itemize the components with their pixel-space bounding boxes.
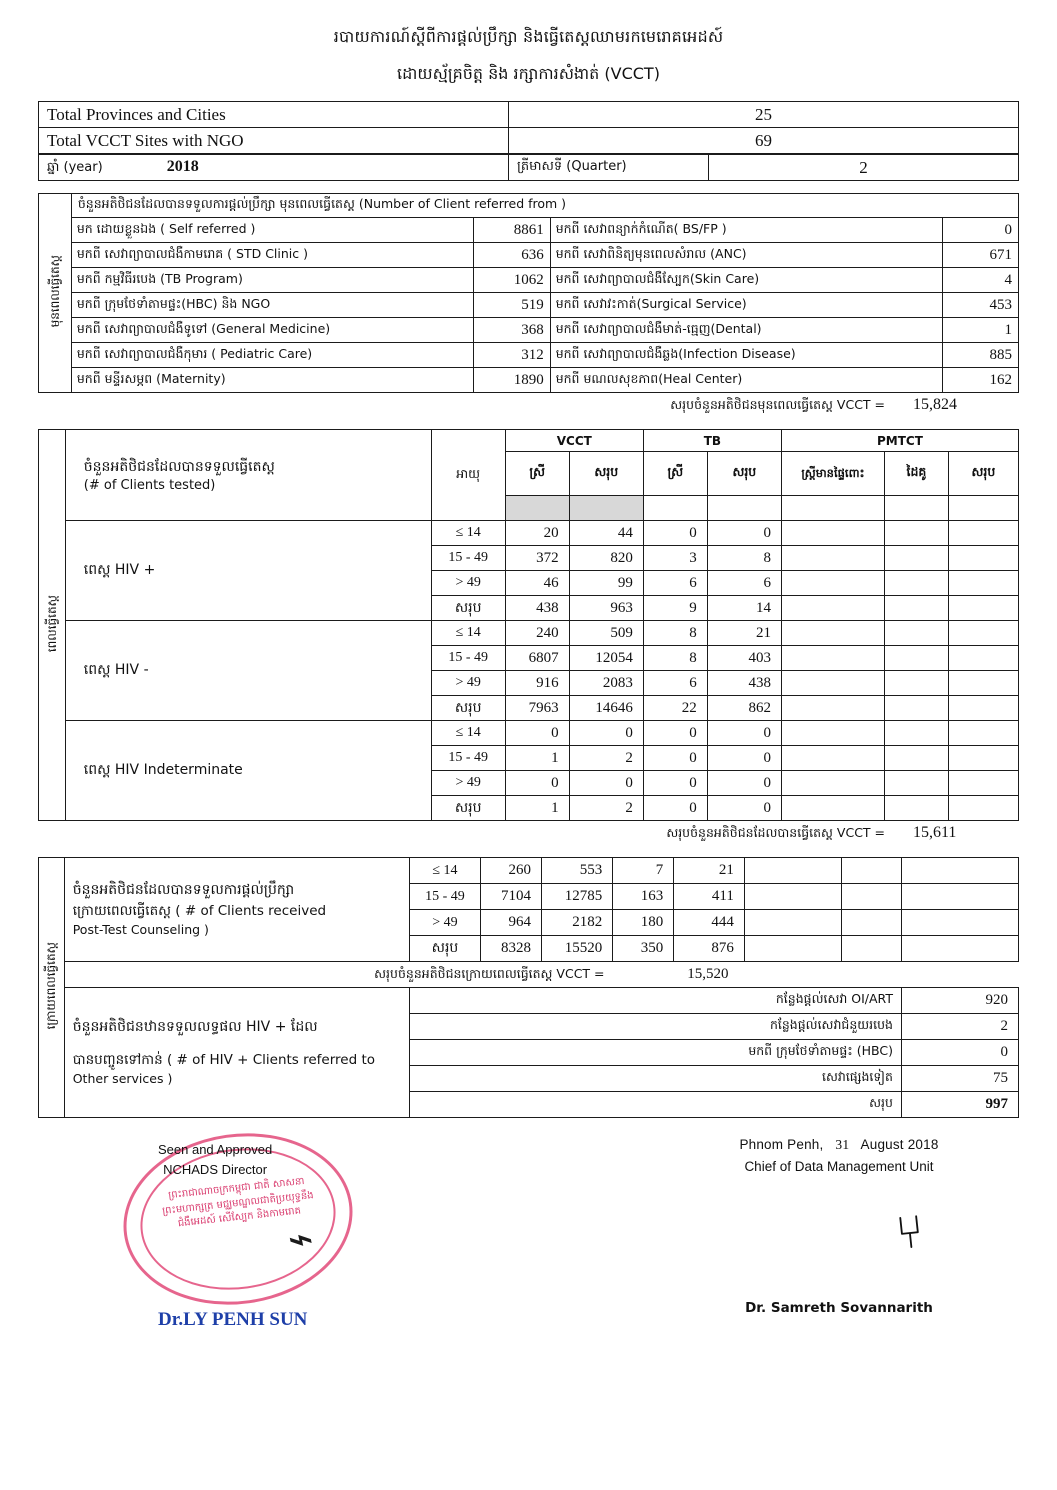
cell-pmtct-total: [948, 771, 1018, 796]
age-group: > 49: [431, 571, 505, 596]
cell-pmtct-partner: [841, 884, 901, 910]
cell-vcct-female: 240: [505, 621, 569, 646]
cell-pmtct-pregnant: [744, 884, 841, 910]
signed-month-year: August 2018: [860, 1137, 939, 1152]
post-test-total-label: សរុបចំនួនអតិថិជនក្រោយពេលធ្វើតេស្ត VCCT =: [374, 965, 605, 981]
cell-tb-total: 0: [707, 771, 781, 796]
cell-pmtct-partner: [884, 571, 948, 596]
table-row: [39, 194, 1019, 218]
cell-pmtct-total: [948, 621, 1018, 646]
cell-vcct-total: 0: [569, 721, 643, 746]
signatory-title: Chief of Data Management Unit: [744, 1158, 934, 1174]
referral-source-value: 671: [942, 243, 1018, 268]
cell-tb-total: 403: [707, 646, 781, 671]
cell-pmtct-total: [948, 671, 1018, 696]
referral-source-label: មក ដោយខ្លួនឯង ( Self referred ): [71, 218, 474, 243]
cell-tb-total: 876: [674, 936, 745, 962]
table-row: [39, 721, 1019, 746]
col-vcct-total: សរុប: [569, 452, 643, 496]
result-label-hiv-positive: ពេស្ត HIV +: [65, 521, 431, 621]
post-test-title-line1: ចំនួនអតិថិជនដែលបានទទួលការផ្ដល់ប្រឹក្សា: [72, 881, 295, 898]
cell-tb-total: 21: [674, 858, 745, 884]
cell-tb-female: 8: [643, 621, 707, 646]
age-group: > 49: [431, 671, 505, 696]
referred-from-total: [38, 393, 1019, 417]
table-row: [39, 293, 1019, 318]
referred-out-total-value: 997: [901, 1092, 1018, 1118]
age-group: 15 - 49: [431, 746, 505, 771]
table-row: [39, 343, 1019, 368]
cell-vcct-total: 2: [569, 796, 643, 821]
referral-source-value: 519: [474, 293, 550, 318]
cell-vcct-female: 46: [505, 571, 569, 596]
post-test-title-line3: Post-Test Counseling ): [72, 921, 209, 937]
cell-tb-total: 21: [707, 621, 781, 646]
col-tb-total: សរុប: [707, 452, 781, 496]
tested-title-line1: ចំនួនអតិថិជនដែលបានទទួលធ្វើតេស្ត: [83, 459, 275, 475]
cell-tb-female: 7: [613, 858, 674, 884]
referral-source-label: មកពី សេវាពិនិត្យមុនពេលសំរាល (ANC): [550, 243, 942, 268]
cell-tb-female: 163: [613, 884, 674, 910]
age-group: ≤ 14: [431, 621, 505, 646]
cell-pmtct-pregnant: [744, 936, 841, 962]
report-page: [0, 26, 1057, 1490]
cell-pmtct-partner: [884, 696, 948, 721]
summary-block: [38, 101, 1019, 181]
total-sites-value: 69: [509, 128, 1019, 154]
cell-pmtct-pregnant: [781, 771, 884, 796]
cell-pmtct-partner: [884, 721, 948, 746]
cell-pmtct-total: [948, 646, 1018, 671]
cell-tb-female: 180: [613, 910, 674, 936]
cell-pmtct-pregnant: [781, 696, 884, 721]
referred-from-title: ចំនួនអតិថិជនដែលបានទទួលការផ្ដល់ប្រឹក្សា មុនពេលធ្វើតេស្ត (Number of Client referred from ): [71, 194, 1018, 218]
cell-pmtct-total: [948, 546, 1018, 571]
chief-signature-mark: ⑂: [893, 1205, 927, 1260]
cell-tb-total: 6: [707, 571, 781, 596]
signature-area: [38, 1134, 1019, 1344]
referral-source-value: 162: [942, 368, 1018, 393]
table-row: [39, 243, 1019, 268]
total-provinces-value: 25: [509, 102, 1019, 128]
approval-line1: Seen and Approved: [158, 1142, 273, 1157]
referral-source-label: មកពី មន្ទីរសម្ភព (Maternity): [71, 368, 474, 393]
post-test-total-value: 15,520: [687, 965, 729, 982]
post-test-table: [38, 857, 1019, 1118]
cell-pmtct-total: [901, 858, 1018, 884]
table-row: [39, 218, 1019, 243]
referral-source-value: 636: [474, 243, 550, 268]
cell-vcct-female: 1: [505, 746, 569, 771]
referred-from-total-value: 15,824: [913, 396, 957, 413]
cell-tb-total: 444: [674, 910, 745, 936]
group-header-tb: TB: [643, 430, 781, 452]
tested-total: [38, 821, 1019, 845]
age-group-total: សរុប: [431, 596, 505, 621]
referral-source-label: មកពី កម្មវិធីរបេង (TB Program): [71, 268, 474, 293]
table-row: [39, 102, 1019, 128]
cell-vcct-female: 260: [480, 858, 541, 884]
group-header-pmtct: PMTCT: [781, 430, 1018, 452]
cell-pmtct-pregnant: [781, 646, 884, 671]
referral-source-value: 312: [474, 343, 550, 368]
year-cell: [39, 155, 509, 181]
age-group: 15 - 49: [431, 546, 505, 571]
referred-out-label: កន្លែងផ្ដល់សេវា OI/ART: [410, 988, 902, 1014]
cell-tb-female: 9: [643, 596, 707, 621]
report-title-line2: ដោយស្ម័គ្រចិត្ត និង រក្សាការសំងាត់ (VCCT): [397, 64, 660, 83]
cell-tb-female: 6: [643, 671, 707, 696]
referred-out-value: 75: [901, 1066, 1018, 1092]
cell-vcct-total: 15520: [541, 936, 612, 962]
cell-vcct-total: 12785: [541, 884, 612, 910]
report-title-line1: របាយការណ៍ស្ដីពីការផ្ដល់ប្រឹក្សា និងធ្វើតេស្តឈាមរកមេរោគអេដស៍: [333, 27, 724, 46]
table-row: [39, 858, 1019, 884]
referral-source-label: មកពី សេវាព្យាបាលជំងឺស្បែក(Skin Care): [550, 268, 942, 293]
spacer-cell: [781, 496, 884, 521]
age-group: 15 - 49: [431, 646, 505, 671]
age-group: ≤ 14: [410, 858, 481, 884]
approval-block: [158, 1140, 272, 1179]
cell-vcct-female: 372: [505, 546, 569, 571]
year-quarter-table: [38, 154, 1019, 181]
post-test-title-line2: ក្រោយពេលធ្វើតេស្ត ( # of Clients received: [72, 902, 327, 919]
referral-source-value: 1062: [474, 268, 550, 293]
cell-tb-total: 14: [707, 596, 781, 621]
cell-pmtct-partner: [884, 521, 948, 546]
cell-tb-total: 0: [707, 796, 781, 821]
cell-tb-female: 3: [643, 546, 707, 571]
cell-pmtct-pregnant: [781, 746, 884, 771]
table-row: [39, 988, 1019, 1014]
col-tb-female: ស្រី: [643, 452, 707, 496]
cell-vcct-female: 0: [505, 721, 569, 746]
table-row: [39, 962, 1019, 988]
referred-from-block: [38, 193, 1019, 417]
cell-vcct-female: 6807: [505, 646, 569, 671]
group-header-vcct: VCCT: [505, 430, 643, 452]
table-row: [39, 368, 1019, 393]
tested-title-line2: (# of Clients tested): [83, 478, 216, 493]
referral-source-label: មកពី សេវាព្យាបាលជំងឺកុមារ ( Pediatric Care): [71, 343, 474, 368]
cell-pmtct-pregnant: [781, 546, 884, 571]
cell-vcct-total: 963: [569, 596, 643, 621]
place-label: Phnom Penh,: [739, 1137, 824, 1152]
age-group-total: សរុប: [431, 696, 505, 721]
cell-pmtct-total: [948, 721, 1018, 746]
spacer-cell: [884, 496, 948, 521]
cell-vcct-total: 2083: [569, 671, 643, 696]
cell-vcct-total: 12054: [569, 646, 643, 671]
referred-out-label: មកពី ក្រុមថែទាំតាមផ្ទះ (HBC): [410, 1040, 902, 1066]
cell-tb-female: 0: [643, 521, 707, 546]
referral-source-label: មកពី សេវាព្យាបាលជំងឺទូទៅ (General Medicine): [71, 318, 474, 343]
cell-tb-total: 411: [674, 884, 745, 910]
table-row: [39, 521, 1019, 546]
post-test-title: [64, 858, 409, 962]
col-pmtct-pregnant: ស្ដ្រីមានផ្ទៃពោះ: [781, 452, 884, 496]
cell-vcct-total: 14646: [569, 696, 643, 721]
referral-source-label: មកពី សេវាពន្យាក់កំណើត( BS/FP ): [550, 218, 942, 243]
cell-pmtct-partner: [884, 771, 948, 796]
cell-tb-total: 0: [707, 721, 781, 746]
cell-tb-female: 0: [643, 721, 707, 746]
cell-pmtct-total: [948, 796, 1018, 821]
referral-source-label: មកពី សេវាព្យាបាលជំងឺមាត់-ធ្មេញ(Dental): [550, 318, 942, 343]
referral-source-value: 8861: [474, 218, 550, 243]
age-header: អាយុ: [431, 430, 505, 521]
cell-pmtct-total: [901, 936, 1018, 962]
result-label-hiv-negative: ពេស្ត HIV -: [65, 621, 431, 721]
cell-pmtct-pregnant: [744, 910, 841, 936]
clients-tested-table: [38, 429, 1019, 821]
chief-name: Dr. Samreth Sovannarith: [745, 1300, 933, 1316]
col-pmtct-total: សរុប: [948, 452, 1018, 496]
quarter-label: ត្រីមាសទី (Quarter): [509, 155, 709, 181]
referral-source-label: មកពី សេវាព្យាបាលជំងឺឆ្លង(Infection Disease): [550, 343, 942, 368]
referral-source-value: 0: [942, 218, 1018, 243]
referral-source-label: មកពី មណលសុខភាព(Heal Center): [550, 368, 942, 393]
cell-tb-female: 350: [613, 936, 674, 962]
cell-pmtct-partner: [841, 936, 901, 962]
cell-tb-total: 438: [707, 671, 781, 696]
cell-vcct-female: 7963: [505, 696, 569, 721]
cell-pmtct-pregnant: [781, 721, 884, 746]
spacer-cell: [643, 496, 707, 521]
age-group-total: សរុប: [410, 936, 481, 962]
cell-vcct-female: 0: [505, 771, 569, 796]
cell-tb-female: 6: [643, 571, 707, 596]
cell-tb-female: 22: [643, 696, 707, 721]
cell-pmtct-partner: [884, 621, 948, 646]
cell-pmtct-total: [948, 596, 1018, 621]
cell-vcct-female: 916: [505, 671, 569, 696]
cell-vcct-female: 438: [505, 596, 569, 621]
table-row: [39, 318, 1019, 343]
section-side-label-after-test: ក្រោយពេលធ្វើតេស្ត: [39, 858, 65, 1118]
referred-out-total-label: សរុប: [410, 1092, 902, 1118]
referral-source-value: 453: [942, 293, 1018, 318]
tested-title: [65, 430, 431, 521]
cell-tb-female: 0: [643, 796, 707, 821]
referral-source-value: 4: [942, 268, 1018, 293]
referred-out-value: 920: [901, 988, 1018, 1014]
cell-pmtct-pregnant: [781, 571, 884, 596]
age-group: > 49: [431, 771, 505, 796]
cell-vcct-female: 1: [505, 796, 569, 821]
cell-pmtct-pregnant: [781, 796, 884, 821]
cell-pmtct-total: [948, 571, 1018, 596]
table-row: [39, 155, 1019, 181]
referral-source-value: 885: [942, 343, 1018, 368]
cell-pmtct-partner: [884, 746, 948, 771]
cell-pmtct-partner: [841, 910, 901, 936]
cell-vcct-total: 2: [569, 746, 643, 771]
cell-vcct-total: 99: [569, 571, 643, 596]
cell-pmtct-pregnant: [781, 596, 884, 621]
age-group: > 49: [410, 910, 481, 936]
cell-pmtct-total: [901, 884, 1018, 910]
age-group: 15 - 49: [410, 884, 481, 910]
cell-vcct-female: 8328: [480, 936, 541, 962]
year-label: ឆ្នាំ (year): [47, 159, 103, 175]
cell-pmtct-total: [901, 910, 1018, 936]
cell-tb-female: 0: [643, 771, 707, 796]
cell-tb-total: 8: [707, 546, 781, 571]
year-value: 2018: [166, 157, 199, 175]
quarter-value: 2: [709, 155, 1019, 181]
total-provinces-label: Total Provinces and Cities: [39, 102, 509, 128]
tested-total-label: សរុបចំនួនអតិថិជនដែលបានធ្វើតេស្ត VCCT =: [666, 825, 886, 840]
cell-pmtct-partner: [884, 646, 948, 671]
col-pmtct-partner: ដៃគូ: [884, 452, 948, 496]
approval-line2: NCHADS Director: [163, 1161, 268, 1177]
cell-pmtct-pregnant: [781, 521, 884, 546]
cell-pmtct-total: [948, 746, 1018, 771]
age-group-total: សរុប: [431, 796, 505, 821]
result-label-hiv-indeterminate: ពេស្ត HIV Indeterminate: [65, 721, 431, 821]
referred-out-value: 0: [901, 1040, 1018, 1066]
referred-from-total-label: សរុបចំនួនអតិថិជនមុនពេលធ្វើតេស្ត VCCT =: [670, 397, 886, 412]
cell-tb-female: 0: [643, 746, 707, 771]
cell-vcct-total: 509: [569, 621, 643, 646]
table-row: [39, 621, 1019, 646]
summary-table: [38, 101, 1019, 154]
spacer-cell: [948, 496, 1018, 521]
referral-source-label: មកពី សេវាព្យាបាលជំងឺកាមរោគ ( STD Clinic ): [71, 243, 474, 268]
tested-block: [38, 429, 1019, 845]
col-vcct-female: ស្រី: [505, 452, 569, 496]
cell-pmtct-total: [948, 521, 1018, 546]
cell-vcct-total: 0: [569, 771, 643, 796]
director-name: Dr.LY PENH SUN: [158, 1309, 308, 1330]
referral-source-value: 1: [942, 318, 1018, 343]
section-side-label-before-test: មុនពេលធ្វើតេស្ត: [39, 194, 72, 393]
referral-source-label: មកពី សេវាវះកាត់(Surgical Service): [550, 293, 942, 318]
cell-tb-total: 0: [707, 746, 781, 771]
cell-pmtct-total: [948, 696, 1018, 721]
cell-tb-total: 0: [707, 521, 781, 546]
table-row: [39, 268, 1019, 293]
cell-pmtct-pregnant: [781, 621, 884, 646]
cell-vcct-total: 820: [569, 546, 643, 571]
referred-out-title-line2: បានបញ្ចូនទៅកាន់ ( # of HIV + Clients referred to: [72, 1051, 376, 1068]
referred-out-title: [64, 988, 409, 1118]
cell-vcct-total: 2182: [541, 910, 612, 936]
signed-day: 31: [835, 1137, 850, 1152]
spacer-cell: [505, 496, 569, 521]
section-side-label-during-test: ពេលធ្វើតេស្ត: [39, 430, 66, 821]
referred-out-value: 2: [901, 1014, 1018, 1040]
referred-out-title-line1: ចំនួនអតិថិជនឋានទទួលលទ្ធផល HIV + ដែល: [72, 1018, 318, 1035]
referral-source-label: មកពី ក្រុមថែទាំតាមផ្ទះ(HBC) និង NGO: [71, 293, 474, 318]
referred-out-label: កន្លែងផ្ដល់សេវាជំនួយរបេង: [410, 1014, 902, 1040]
referred-from-table: [38, 193, 1019, 393]
cell-tb-total: 862: [707, 696, 781, 721]
referred-out-label: សេវាផ្សេងទៀត: [410, 1066, 902, 1092]
cell-vcct-total: 553: [541, 858, 612, 884]
age-group: ≤ 14: [431, 521, 505, 546]
referred-out-title-line3: Other services ): [72, 1070, 173, 1086]
cell-tb-female: 8: [643, 646, 707, 671]
cell-pmtct-pregnant: [744, 858, 841, 884]
cell-pmtct-partner: [884, 796, 948, 821]
spacer-cell: [707, 496, 781, 521]
cell-pmtct-pregnant: [781, 671, 884, 696]
total-sites-label: Total VCCT Sites with NGO: [39, 128, 509, 154]
cell-pmtct-partner: [884, 546, 948, 571]
table-header-row: [39, 430, 1019, 452]
spacer-cell: [569, 496, 643, 521]
cell-pmtct-partner: [884, 596, 948, 621]
date-block: [679, 1134, 999, 1177]
cell-pmtct-partner: [841, 858, 901, 884]
stamp-text: ព្រះរាជាណាចក្រកម្ពុជា ជាតិ សាសនា ព្រះមហាក្សត្រ មជ្ឈមណ្ឌលជាតិប្រយុទ្ធនឹងជំងឺអេដស៍ សើស្បែក និងកាមរោគ: [161, 1175, 315, 1230]
age-group: ≤ 14: [431, 721, 505, 746]
referral-source-value: 368: [474, 318, 550, 343]
place-date-line: [679, 1134, 999, 1156]
table-row: [39, 128, 1019, 154]
tested-total-value: 15,611: [913, 824, 957, 841]
cell-vcct-female: 7104: [480, 884, 541, 910]
cell-vcct-female: 964: [480, 910, 541, 936]
referral-source-value: 1890: [474, 368, 550, 393]
cell-vcct-total: 44: [569, 521, 643, 546]
post-test-total: [64, 962, 1018, 988]
cell-pmtct-partner: [884, 671, 948, 696]
cell-vcct-female: 20: [505, 521, 569, 546]
post-test-block: [38, 857, 1019, 1118]
director-signature-mark: ⌁: [283, 1214, 319, 1266]
